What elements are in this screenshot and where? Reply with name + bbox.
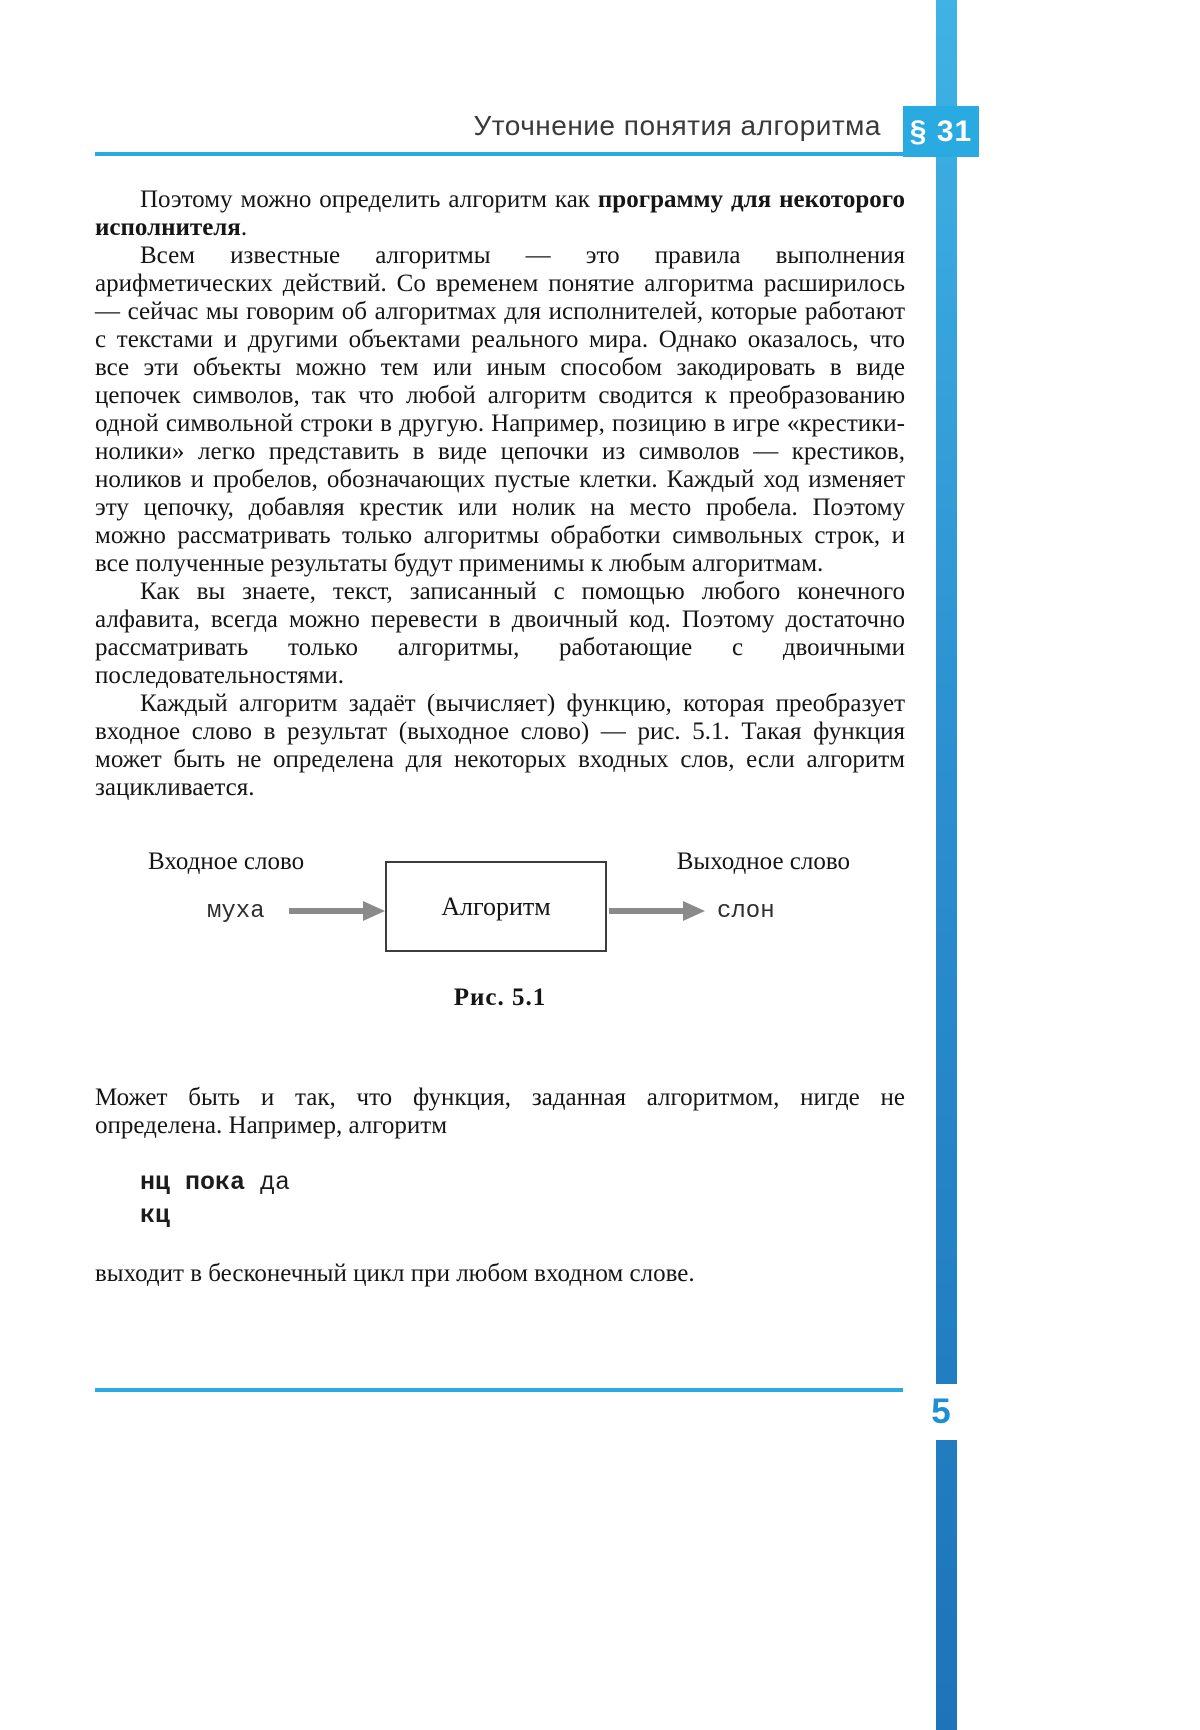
figure-output-word: слон (717, 898, 775, 925)
side-color-band (936, 0, 957, 1730)
code-block (140, 1166, 905, 1232)
paragraph-3: Как вы знаете, текст, записанный с помощью любого конечного алфавита, всегда можно перевести в двоичный код. Поэтому достаточно рассматривать только алгоритмы, работающие с двоичными последовательностями. (95, 578, 905, 689)
arrow-right-icon (609, 900, 705, 922)
algorithm-box (385, 861, 607, 952)
code-line-2 (140, 1199, 905, 1232)
paragraph-1-bold-text: программу для некоторого исполнителя (95, 186, 905, 241)
figure-input-word: муха (207, 898, 265, 925)
paragraph-1-period: . (240, 214, 248, 241)
paragraph-4: Каждый алгоритм задаёт (вычисляет) функцию, которая преобразует входное слово в результат (выходное слово) — рис. 5.1. Такая функция может быть не определена для некоторых входных слов, если алгоритм зацикливается. (95, 690, 905, 801)
algorithm-box-label: Алгоритм (441, 891, 551, 921)
figure-output-label: Выходное слово (676, 848, 850, 875)
code-loop-condition: да (245, 1168, 291, 1197)
section-number: § 31 (909, 114, 973, 148)
figure-input-label: Входное слово (148, 848, 305, 875)
paragraph-1-text: Поэтому можно определить алгоритм как (140, 186, 598, 213)
paragraph-5: Может быть и так, что функция, заданная алгоритмом, нигде не определена. Например, алгоритм (95, 1084, 905, 1139)
page-number: 5 (931, 1392, 951, 1431)
code-keyword-loop-start: нц пока (140, 1168, 246, 1197)
figure-caption: Рис. 5.1 (453, 984, 547, 1011)
page-number-tab (903, 1384, 979, 1440)
page-content (95, 186, 905, 1288)
paragraph-6: выходит в бесконечный цикл при любом входном слове. (95, 1260, 695, 1287)
section-number-tab (903, 106, 979, 157)
page-header (95, 0, 903, 156)
footer-rule (95, 1388, 903, 1392)
paragraph-1 (95, 186, 905, 242)
arrow-right-icon (289, 900, 385, 922)
paragraph-2: Всем известные алгоритмы — это правила выполнения арифметических действий. Со временем понятие алгоритма расширилось — сейчас мы говорим об алгоритмах для исполнителей, которые работают с текстами и другими объектами реального мира. Однако оказалось, что все эти объекты можно тем или иным способом закодировать в виде цепочек символов, так что любой алгоритм сводится к преобразованию одной символьной строки в другую. Например, позицию в игре «крестики-нолики» легко представить в виде цепочки из символов — крестиков, ноликов и пробелов, обозначающих пустые клетки. Каждый ход изменяет эту цепочку, добавляя крестик или нолик на место пробела. Поэтому можно рассматривать только алгоритмы обработки символьных строк, и все полученные результаты будут применимы к любым алгоритмам. (95, 242, 905, 577)
code-keyword-loop-end: кц (140, 1201, 171, 1230)
page-title: Уточнение понятия алгоритма (95, 110, 903, 156)
code-line-1 (140, 1166, 905, 1199)
figure-5-1 (95, 848, 905, 954)
